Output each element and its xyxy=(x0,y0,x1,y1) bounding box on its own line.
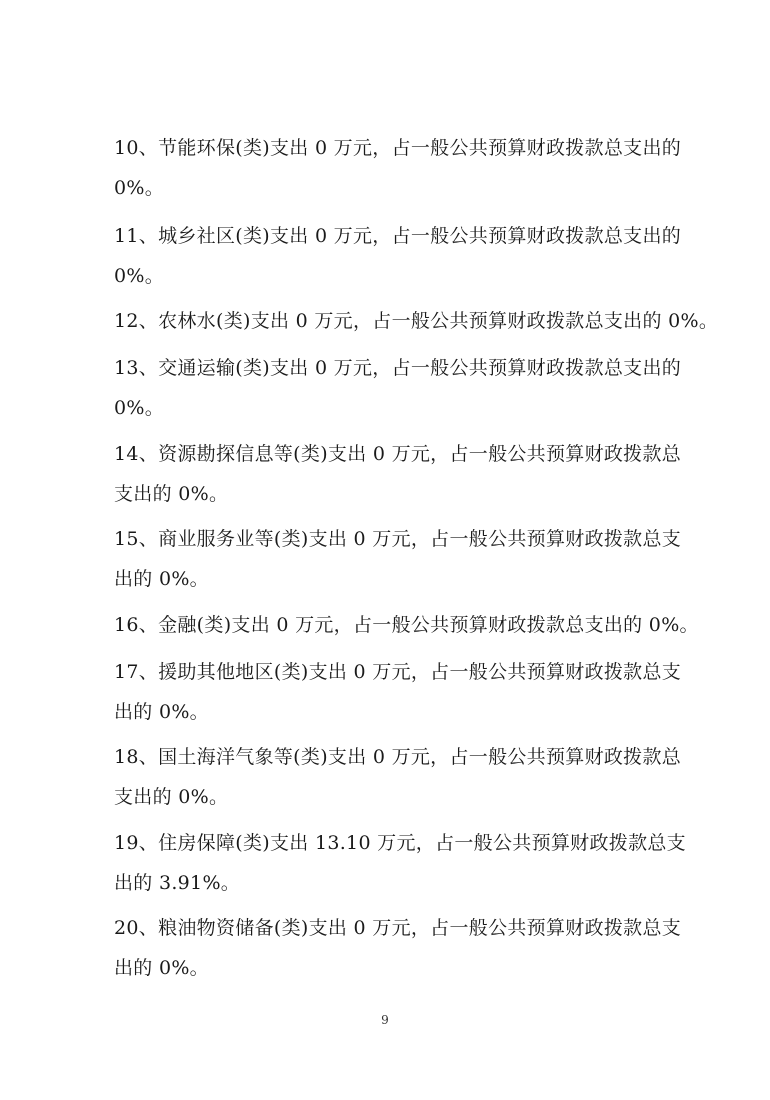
paragraph-line: 出的 0%。 xyxy=(114,568,209,590)
paragraph-line: 出的 0%。 xyxy=(114,957,209,979)
paragraph-line: 16、金融(类)支出 0 万元，占一般公共预算财政拨款总支出的 0%。 xyxy=(114,614,699,636)
paragraph-line: 14、资源勘探信息等(类)支出 0 万元，占一般公共预算财政拨款总 xyxy=(114,443,682,465)
paragraph-line: 15、商业服务业等(类)支出 0 万元，占一般公共预算财政拨款总支 xyxy=(114,528,682,550)
paragraph-line: 11、城乡社区(类)支出 0 万元，占一般公共预算财政拨款总支出的 xyxy=(114,225,682,247)
paragraph-line: 支出的 0%。 xyxy=(114,483,229,505)
paragraph-line: 0%。 xyxy=(114,265,165,287)
paragraph-line: 13、交通运输(类)支出 0 万元，占一般公共预算财政拨款总支出的 xyxy=(114,357,682,379)
paragraph-line: 19、住房保障(类)支出 13.10 万元，占一般公共预算财政拨款总支 xyxy=(114,832,686,854)
paragraph-line: 10、节能环保(类)支出 0 万元，占一般公共预算财政拨款总支出的 xyxy=(114,137,682,159)
paragraph-line: 12、农林水(类)支出 0 万元，占一般公共预算财政拨款总支出的 0%。 xyxy=(114,310,719,332)
page-number: 9 xyxy=(381,1013,389,1027)
paragraph-line: 出的 3.91%。 xyxy=(114,872,241,894)
paragraph-line: 0%。 xyxy=(114,397,165,419)
paragraph-line: 17、援助其他地区(类)支出 0 万元，占一般公共预算财政拨款总支 xyxy=(114,661,682,683)
paragraph-line: 0%。 xyxy=(114,177,165,199)
paragraph-line: 18、国土海洋气象等(类)支出 0 万元，占一般公共预算财政拨款总 xyxy=(114,746,682,768)
paragraph-line: 支出的 0%。 xyxy=(114,786,229,808)
paragraph-line: 20、粮油物资储备(类)支出 0 万元，占一般公共预算财政拨款总支 xyxy=(114,917,682,939)
paragraph-line: 出的 0%。 xyxy=(114,701,209,723)
